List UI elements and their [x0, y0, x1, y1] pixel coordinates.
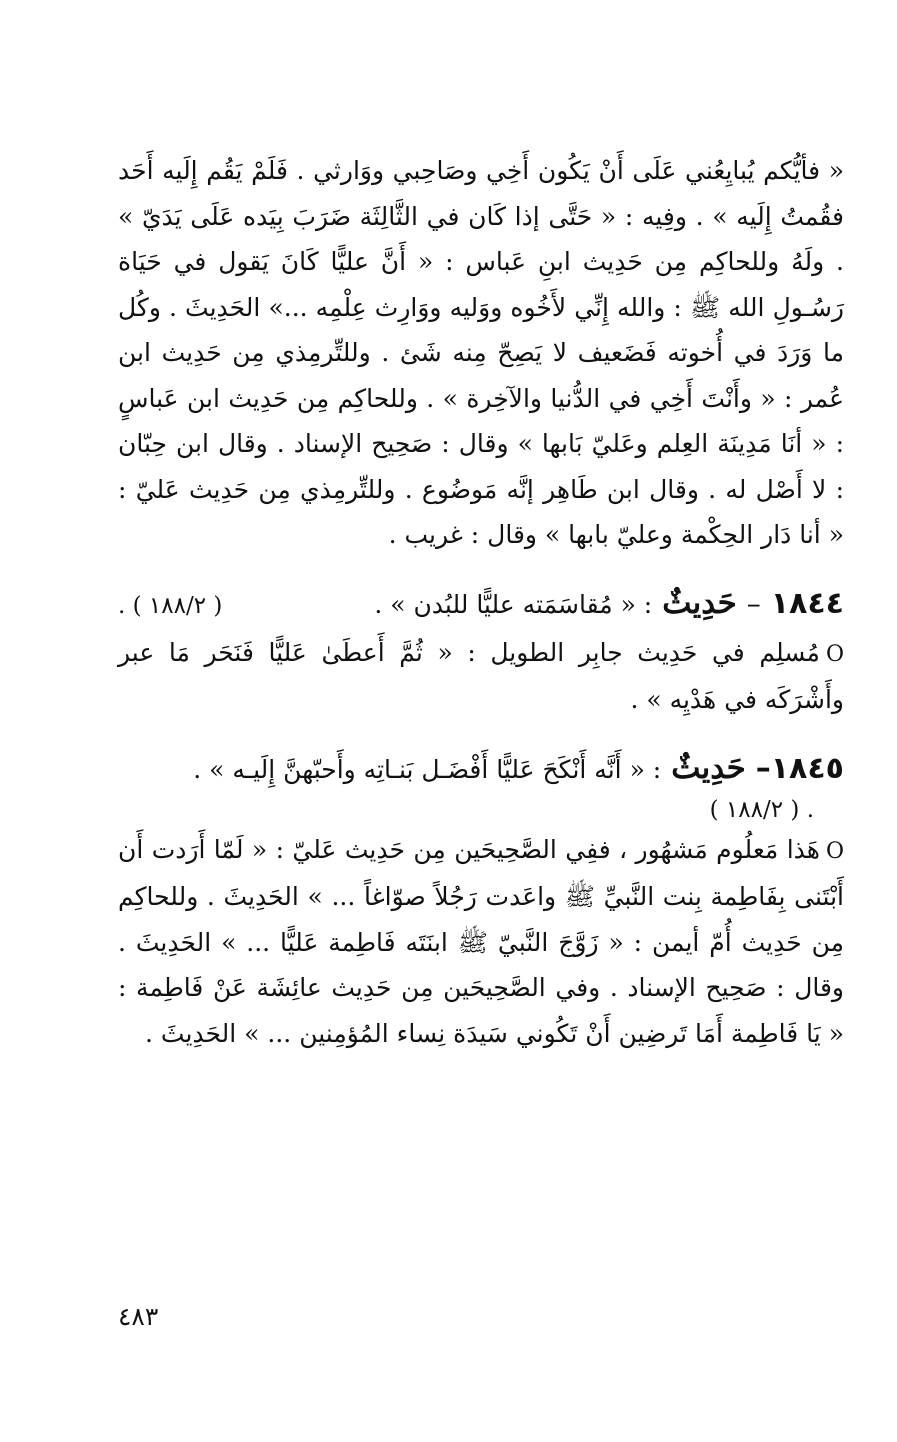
circle-marker-icon: O [825, 641, 844, 667]
entry-dash: – [746, 586, 761, 620]
source-reference: ( ١٨٨/٢ ) . [118, 592, 223, 619]
entry-1845-body [118, 827, 844, 1057]
source-reference: . ( ١٨٨/٢ ) [709, 796, 814, 823]
entry-body-text: مُسلِم في حَدِيث جابِر الطويل : « ثُمَّ أَعطَىٰ عَليًّا فَنَحَر مَا عبر وأَشْرَكَه في هَدْيِه » . [118, 637, 844, 714]
hadith-label: حَدِيثٌ [671, 749, 746, 786]
entry-1844 [118, 580, 844, 723]
entry-body-text: هَذا مَعلُوم مَشهُور ، ففِي الصَّحِيحَين مِن حَدِيث عَليّ : « لَمّا أَرَدت أَن أَبْتَنى بِفَاطِمة بِنت النَّبيِّ ﷺ واعَدت رَجُلاً صوّاغاً ... » الحَدِيثَ . وللحاكِم مِن حَدِيث أُمّ أيمن : « زَوَّجَ النَّبيّ ﷺ ابنَتَه فَاطِمة عَليًّا ... » الحَدِيثَ . وقال : صَحِيح الإسناد . وفي الصَّحِيحَين مِن حَدِيث عائِشَة عَنْ فَاطِمة : « يَا فَاطِمة أَمَا تَرضِين أَنْ تَكُوني سَيدَة نِساء المُؤمِنين ... » الحَدِيثَ . [118, 834, 844, 1048]
entry-1844-body [118, 630, 844, 723]
page-content [118, 148, 844, 1056]
hadith-label: حَدِيثٌ [662, 584, 737, 621]
entry-title: : « مُقاسَمَته عليًّا للبُدن » . [374, 589, 653, 619]
continued-paragraph: « فأيُّكم يُبايِعُني عَلَى أَنْ يَكُون أَخِي وصَاحِبي ووَارثي . فَلَمْ يَقُم إِلَيه أَحَد فقُمتُ إِلَيه » . وفِيه : « حَتَّى إذا كَان في الثَّالِثَة ضَرَبَ بِيَده عَلَى يَدَيّ » . ولَهُ وللحاكِم مِن حَدِيث ابنِ عَباس : « أَنَّ عليًّا كَانَ يَقول في حَيَاة رَسُـولِ الله ﷺ : والله إِنِّي لأَخُوه ووَليه ووَارِث عِلْمِه ...» الحَدِيثَ . وكُل ما وَرَدَ في أُخوته فَضَعيف لا يَصِحّ مِنه شَئ . وللتِّرمِذي مِن حَدِيث ابن عُمر : « وأَنْتَ أَخِي في الدُّنيا والآخِرة » . وللحاكِم مِن حَدِيث ابن عَباسٍ : « أنَا مَدِينَة العِلم وعَليّ بَابها » وقال : صَحِيح الإسناد . وقال ابن حِبّان : لا أَصْل له . وقال ابن طَاهِر إنَّه مَوضُوع . وللتِّرمِذي مِن حَدِيث عَليّ : « أنا دَار الحِكْمة وعليّ بابها » وقال : غريب . [118, 156, 844, 549]
entry-1844-heading [118, 580, 844, 630]
entry-1845-heading [118, 745, 844, 793]
entry-1845 [118, 745, 844, 1057]
entry-number: ١٨٤٥– [755, 750, 844, 786]
page-number: ٤٨٣ [118, 1302, 159, 1331]
entry-number: ١٨٤٤ [770, 585, 844, 621]
entry-title: : « أَنَّه أَنْكَحَ عَليًّا أَفْضَـل بَنـاتِه وأَحبّهنَّ إِلَيـه » . [193, 754, 662, 784]
circle-marker-icon: O [825, 838, 844, 864]
